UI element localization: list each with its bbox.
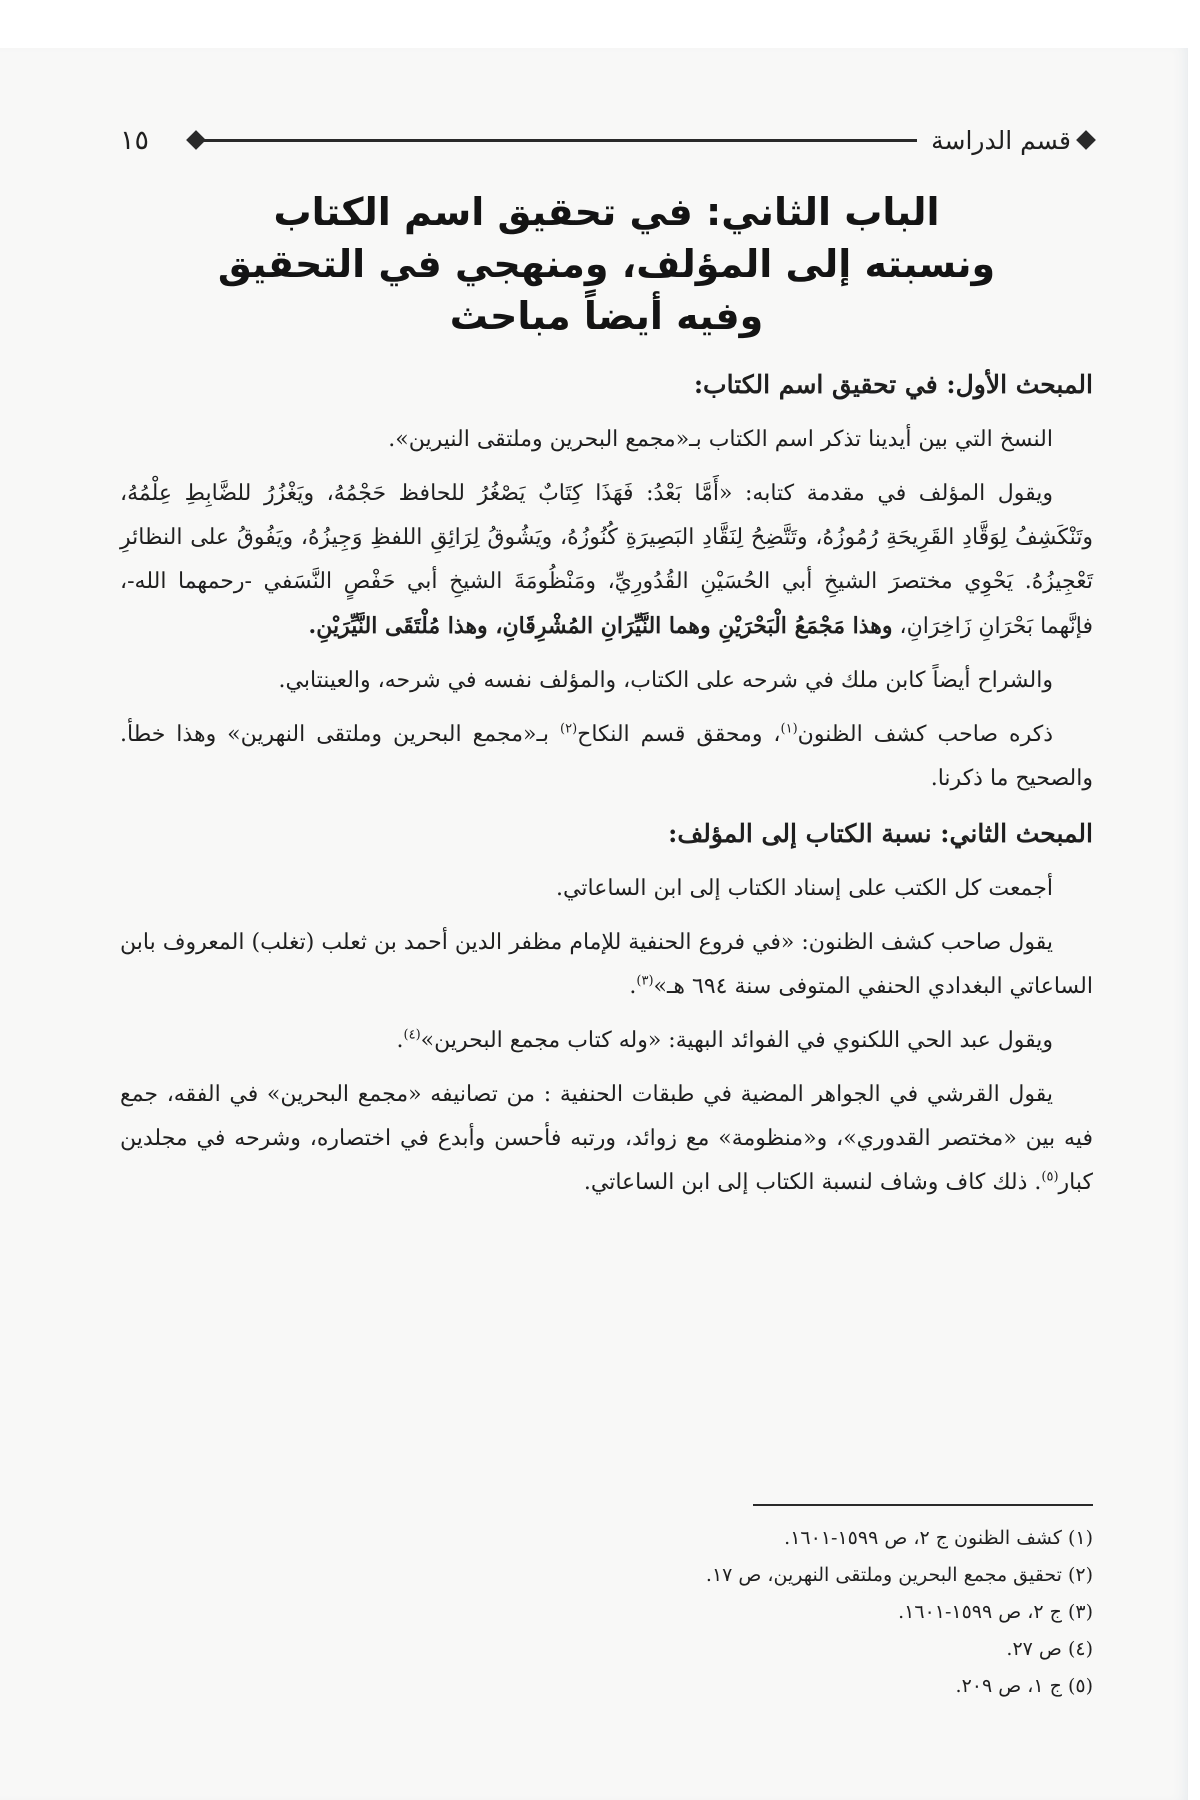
footnote-marker[interactable]: (٤) <box>403 1027 421 1043</box>
footnote-marker[interactable]: (٢) <box>560 721 578 737</box>
chapter-title <box>120 186 1093 342</box>
paragraph <box>120 713 1093 801</box>
paragraph-text: ويقول عبد الحي اللكنوي في الفوائد البهية: «وله كتاب مجمع البحرين» <box>420 1028 1053 1053</box>
paragraph-text: بـ«مجمع البحرين وملتقى النهرين» وهذا خطأ. والصحيح ما ذكرنا. <box>120 722 1093 791</box>
section-heading: المبحث الأول: في تحقيق اسم الكتاب: <box>693 370 1093 399</box>
header-rule <box>203 139 917 142</box>
page-number: ١٥ <box>120 124 150 156</box>
paragraph: أجمعت كل الكتب على إسناد الكتاب إلى ابن الساعاتي. <box>556 876 1053 901</box>
diamond-ornament-icon <box>1076 130 1096 150</box>
footnote: (٤) ص ٢٧. <box>1006 1638 1093 1660</box>
paragraph <box>120 1019 1093 1063</box>
diamond-ornament-icon <box>186 130 206 150</box>
paragraph: النسخ التي بين أيدينا تذكر اسم الكتاب بـ«مجمع البحرين وملتقى النيرين». <box>388 427 1053 452</box>
chapter-title-line: الباب الثاني: في تحقيق اسم الكتاب <box>273 190 940 234</box>
paragraph: والشراح أيضاً كابن ملك في شرحه على الكتاب، والمؤلف نفسه في شرحه، والعينتابي. <box>278 668 1053 693</box>
footnote-marker[interactable]: (٥) <box>1041 1169 1059 1185</box>
quote-text: ويقول المؤلف في مقدمة كتابه: «أَمَّا بَعْدُ: فَهَذَا كِتَابٌ يَصْغُرُ للحافظ حَجْمُهُ، ويَغْزُرُ للضَّابِطِ عِلْمُهُ، وتَنْكَشِفُ لِوَقَّادِ القَرِيحَةِ رُمُوزُهُ، وتَتَّضِحُ لِنَقَّادِ البَصِيرَةِ كُنُوزُهُ، ويَشُوقُ لِرَائِقِ اللفظِ وَجِيزُهُ، ويَفُوقُ على النظائرِ تَعْجِيزُهُ. يَحْوِي مختصرَ الشيخِ أبي الحُسَيْنِ القُدُورِيِّ، ومَنْظُومَةَ الشيخِ أبي حَفْصٍ النَّسَفي -رحمهما الله-، فإنَّهما بَحْرَانِ زَاخِرَانِ، <box>120 481 1093 639</box>
footnote: (٥) ج ١، ص ٢٠٩. <box>955 1675 1093 1697</box>
footnote-separator <box>753 1504 1093 1506</box>
footnotes <box>120 1520 1093 1705</box>
paragraph-text: ، ومحقق قسم النكاح <box>577 722 781 747</box>
paragraph <box>120 1073 1093 1205</box>
book-page <box>0 48 1188 1800</box>
footnote: (٣) ج ٢، ص ١٥٩٩-١٦٠١. <box>898 1601 1093 1623</box>
paragraph-text: . <box>396 1028 404 1053</box>
body-text <box>120 362 1093 1215</box>
paragraph-text: ذكره صاحب كشف الظنون <box>797 722 1053 747</box>
paragraph-text: يقول القرشي في الجواهر المضية في طبقات الحنفية : من تصانيفه «مجمع البحرين» في الفقه، جمع فيه بين «مختصر القدوري»، و«منظومة» مع زوائد، ورتبه فأحسن وأبدع في اختصاره، وشرحه في مجلدين كبار <box>120 1082 1093 1195</box>
footnote-marker[interactable]: (٣) <box>636 973 654 989</box>
paragraph-text: . ذلك كاف وشاف لنسبة الكتاب إلى ابن الساعاتي. <box>583 1170 1042 1195</box>
paragraph-text: . <box>629 974 637 999</box>
running-header <box>120 120 1093 160</box>
quote-emphasis: وهذا مَجْمَعُ الْبَحْرَيْنِ وهما النَّيِّرَانِ المُشْرِقَانِ، وهذا مُلْتَقَى النَّيِّرَيْنِ. <box>308 613 893 639</box>
paragraph-text: يقول صاحب كشف الظنون: «في فروع الحنفية للإمام مظفر الدين أحمد بن ثعلب (تغلب) المعروف بابن الساعاتي البغدادي الحنفي المتوفى سنة ٦٩٤ هـ» <box>120 930 1093 999</box>
chapter-title-line: ونسبته إلى المؤلف، ومنهجي في التحقيق <box>217 242 996 286</box>
chapter-title-line: وفيه أيضاً مباحث <box>449 294 764 338</box>
footnote-marker[interactable]: (١) <box>780 721 798 737</box>
footnote: (٢) تحقيق مجمع البحرين وملتقى النهرين، ص ١٧. <box>705 1564 1093 1586</box>
section-heading: المبحث الثاني: نسبة الكتاب إلى المؤلف: <box>668 819 1093 848</box>
paragraph <box>120 472 1093 649</box>
paragraph <box>120 921 1093 1009</box>
running-header-title: قسم الدراسة <box>931 125 1071 155</box>
footnote: (١) كشف الظنون ج ٢، ص ١٥٩٩-١٦٠١. <box>784 1527 1093 1549</box>
